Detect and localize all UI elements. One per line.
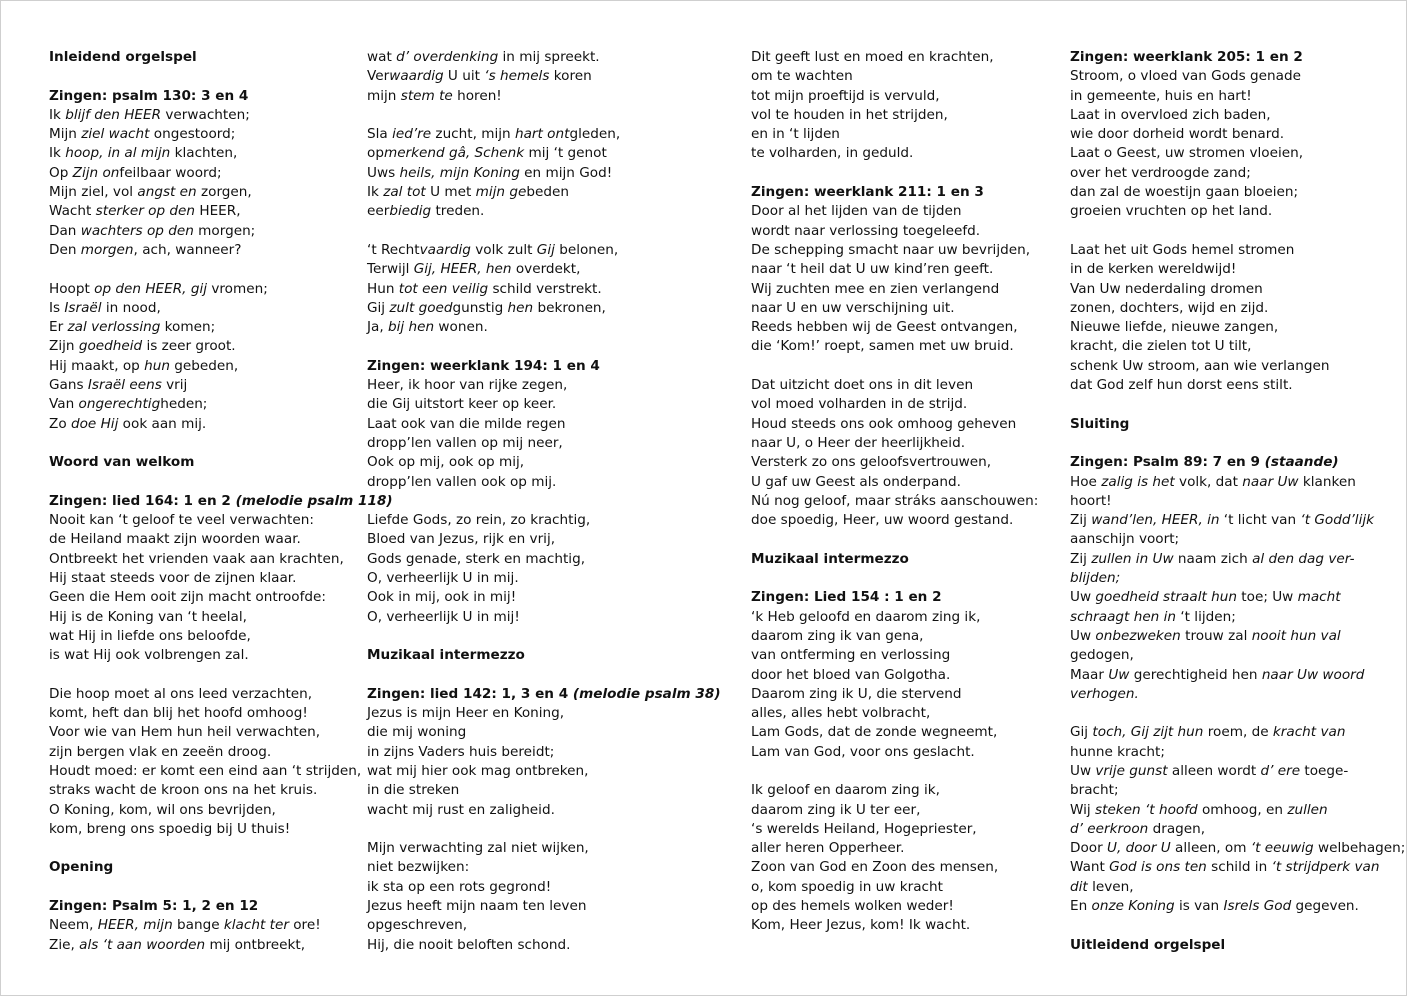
blank-line [49, 878, 349, 897]
lyric-line: Houd steeds ons ook omhoog geheven [751, 415, 1017, 432]
lyric-line: Dat uitzicht doet ons in dit leven [751, 377, 974, 394]
lyric-line: opgeschreven, [367, 917, 468, 934]
lyric-line: Versterk zo ons geloofsvertrouwen, [751, 454, 992, 471]
lyric-line: Voor wie van Hem hun heil verwachten, [49, 724, 321, 741]
lyric-line: d’ eerkroon dragen, [1070, 820, 1206, 837]
lyric-line: in de kerken wereldwijd! [1070, 261, 1237, 278]
blank-line [49, 839, 349, 858]
lyric-line: door het bloed van Golgotha. [751, 666, 951, 683]
lyric-line: wat mij hier ook mag ontbreken, [367, 762, 589, 779]
lyric-line: Stroom, o vloed van Gods genade [1070, 68, 1301, 85]
lyric-line: gedogen, [1070, 647, 1134, 664]
lyric-line: Laat ook van die milde regen [367, 415, 566, 432]
lyric-line: Zoon van God en Zoon des mensen, [751, 859, 999, 876]
lyric-line: U gaf uw Geest als onderpand. [751, 473, 961, 490]
blank-line [367, 337, 667, 356]
lyric-line: en in ‘t lijden [751, 126, 840, 143]
lyric-line: Daarom zing ik U, die stervend [751, 685, 962, 702]
lyric-line: De schepping smacht naar uw bevrijden, [751, 241, 1031, 258]
lyric-line: Nooit kan ‘t geloof te veel verwachten: [49, 512, 314, 529]
lyric-line: naar ‘t heil dat U uw kind’ren geeft. [751, 261, 994, 278]
section-heading: Muzikaal intermezzo [367, 647, 525, 664]
lyric-line: in zijns Vaders huis bereidt; [367, 743, 555, 760]
blank-line [751, 164, 1051, 183]
lyric-line: O Koning, kom, wil ons bevrijden, [49, 801, 276, 818]
lyric-line: Van Uw nederdaling dromen [1070, 280, 1263, 297]
lyric-line: Zijn goedheid is zeer groot. [49, 338, 236, 355]
lyric-line: Ook in mij, ook in mij! [367, 589, 517, 606]
blank-line [1070, 395, 1370, 414]
blank-line [49, 67, 349, 86]
lyric-line: Lam van God, voor ons geslacht. [751, 743, 975, 760]
lyric-line: Lam Gods, dat de zonde wegneemt, [751, 724, 998, 741]
lyric-line: Uw vrije gunst alleen wordt d’ ere toege- [1070, 762, 1349, 779]
blank-line [367, 820, 667, 839]
lyric-line: daarom zing ik U ter eer, [751, 801, 921, 818]
lyric-line: Jezus heeft mijn naam ten leven [367, 898, 587, 915]
lyric-line: Op Zijn onfeilbaar woord; [49, 164, 222, 181]
lyric-line: Houdt moed: er komt een eind aan ‘t strijden, [49, 762, 362, 779]
blank-line [1070, 222, 1370, 241]
lyric-line: dan zal de woestijn gaan bloeien; [1070, 184, 1299, 201]
lyric-line: Die hoop moet al ons leed verzachten, [49, 685, 313, 702]
lyric-line: hoort! [1070, 492, 1112, 509]
lyric-line: hunne kracht; [1070, 743, 1165, 760]
section-heading: Zingen: lied 164: 1 en 2 (melodie psalm 118) [49, 492, 393, 509]
lyric-line: Dan wachters op den morgen; [49, 222, 256, 239]
lyric-line: Ja, bij hen wonen. [367, 319, 488, 336]
lyric-line: op des hemels wolken weder! [751, 898, 954, 915]
blank-line [1070, 704, 1370, 723]
blank-line [49, 473, 349, 492]
text-column-2 [367, 48, 721, 955]
text-column-3 [751, 48, 1051, 936]
lyric-line: Gij toch, Gij zijt hun roem, de kracht van [1070, 724, 1346, 741]
lyric-line: Maar Uw gerechtigheid hen naar Uw woord [1070, 666, 1365, 683]
section-heading: Zingen: weerklank 194: 1 en 4 [367, 357, 600, 374]
lyric-line: groeien vruchten op het land. [1070, 203, 1273, 220]
lyric-line: Mijn verwachting zal niet wijken, [367, 840, 589, 857]
lyric-line: te volharden, in geduld. [751, 145, 914, 162]
blank-line [751, 762, 1051, 781]
lyric-line: Zij wand’len, HEER, in ‘t licht van ‘t Godd’lijk [1070, 512, 1374, 529]
lyric-line: Ik geloof en daarom zing ik, [751, 782, 940, 799]
lyric-line: Den morgen, ach, wanneer? [49, 241, 242, 258]
lyric-line: Hun tot een veilig schild verstrekt. [367, 280, 602, 297]
lyric-line: komt, heft dan blij het hoofd omhoog! [49, 705, 308, 722]
lyric-line: wacht mij rust en zaligheid. [367, 801, 555, 818]
lyric-line: Laat in overvloed zich baden, [1070, 106, 1271, 123]
lyric-line: Gods genade, sterk en machtig, [367, 550, 586, 567]
text-column-4 [1070, 48, 1406, 955]
lyric-line: over het verdroogde zand; [1070, 164, 1251, 181]
section-heading: Sluiting [1070, 415, 1130, 432]
lyric-line: schenk Uw stroom, aan wie verlangen [1070, 357, 1330, 374]
blank-line [367, 492, 667, 511]
lyric-line: Geen die Hem ooit zijn macht ontroofde: [49, 589, 326, 606]
section-heading: Muzikaal intermezzo [751, 550, 909, 567]
blank-line [49, 666, 349, 685]
lyric-line: wie door dorheid wordt benard. [1070, 126, 1285, 143]
lyric-line: niet bezwijken: [367, 859, 470, 876]
blank-line [751, 530, 1051, 549]
lyric-line: En onze Koning is van Isrels God gegeven. [1070, 898, 1359, 915]
section-heading: Zingen: psalm 130: 3 en 4 [49, 87, 249, 104]
lyric-line: Verwaardig U uit ‘s hemels koren [367, 68, 592, 85]
lyric-line: Laat o Geest, uw stromen vloeien, [1070, 145, 1304, 162]
lyric-line: wordt naar verlossing toegeleefd. [751, 222, 981, 239]
lyric-line: Bloed van Jezus, rijk en vrij, [367, 531, 556, 548]
blank-line [367, 666, 667, 685]
lyric-line: die mij woning [367, 724, 467, 741]
blank-line [751, 357, 1051, 376]
lyric-line: Zie, als ‘t aan woorden mij ontbreekt, [49, 936, 306, 953]
lyric-line: naar U, o Heer der heerlijkheid. [751, 434, 966, 451]
lyric-line: o, kom spoedig in uw kracht [751, 878, 943, 895]
lyric-line: Er zal verlossing komen; [49, 319, 216, 336]
lyric-line: Ontbreekt het vrienden vaak aan krachten, [49, 550, 344, 567]
lyric-line: wat d’ overdenking in mij spreekt. [367, 49, 600, 65]
section-heading: Zingen: weerklank 205: 1 en 2 [1070, 49, 1303, 65]
lyric-line: Mijn ziel wacht ongestoord; [49, 126, 236, 143]
lyric-line: Reeds hebben wij de Geest ontvangen, [751, 319, 1018, 336]
lyric-line: kracht, die zielen tot U tilt, [1070, 338, 1252, 355]
section-heading: Woord van welkom [49, 454, 195, 471]
lyric-line: Hoopt op den HEER, gij vromen; [49, 280, 268, 297]
lyric-line: zonen, dochters, wijd en zijd. [1070, 299, 1269, 316]
lyric-line: wat Hij in liefde ons beloofde, [49, 627, 251, 644]
lyric-line: straks wacht de kroon ons na het kruis. [49, 782, 318, 799]
section-heading: Inleidend orgelspel [49, 49, 197, 65]
blank-line [1070, 434, 1370, 453]
lyric-line: daarom zing ik van gena, [751, 627, 924, 644]
lyric-line: van ontferming en verlossing [751, 647, 951, 664]
lyric-line: tot mijn proeftijd is vervuld, [751, 87, 940, 104]
lyric-line: is wat Hij ook volbrengen zal. [49, 647, 249, 664]
lyric-line: Door al het lijden van de tijden [751, 203, 962, 220]
lyric-line: die Gij uitstort keer op keer. [367, 396, 557, 413]
lyric-line: in die streken [367, 782, 460, 799]
lyric-line: Is Israël in nood, [49, 299, 161, 316]
lyric-line: in gemeente, huis en hart! [1070, 87, 1252, 104]
lyric-line: Heer, ik hoor van rijke zegen, [367, 377, 568, 394]
lyric-line: ‘k Heb geloofd en daarom zing ik, [751, 608, 981, 625]
lyric-line: Hoe zalig is het volk, dat naar Uw klanken [1070, 473, 1356, 490]
lyric-line: Mijn ziel, vol angst en zorgen, [49, 184, 252, 201]
lyric-line: Wij zuchten mee en zien verlangend [751, 280, 1000, 297]
blank-line [367, 222, 667, 241]
lyric-line: Van ongerechtigheden; [49, 396, 208, 413]
lyric-line: eerbiedig treden. [367, 203, 485, 220]
lyric-line: Want God is ons ten schild in ‘t strijdperk van [1070, 859, 1380, 876]
lyric-line: ‘s werelds Heiland, Hogepriester, [751, 820, 977, 837]
blank-line [49, 260, 349, 279]
lyric-line: Jezus is mijn Heer en Koning, [367, 705, 565, 722]
blank-line [751, 569, 1051, 588]
lyric-line: schraagt hen in ‘t lijden; [1070, 608, 1236, 625]
lyric-line: aanschijn voort; [1070, 531, 1180, 548]
lyric-line: om te wachten [751, 68, 853, 85]
lyric-line: Neem, HEER, mijn bange klacht ter ore! [49, 917, 321, 934]
lyric-line: alles, alles hebt volbracht, [751, 705, 931, 722]
lyric-line: Uw onbezweken trouw zal nooit hun val [1070, 627, 1341, 644]
lyric-line: Ik hoop, in al mijn klachten, [49, 145, 238, 162]
lyric-line: Ik zal tot U met mijn gebeden [367, 184, 569, 201]
lyric-line: Ook op mij, ook op mij, [367, 454, 525, 471]
lyric-line: Sla ied’re zucht, mijn hart ontgleden, [367, 126, 621, 143]
lyric-line: naar U en uw verschijning uit. [751, 299, 955, 316]
lyric-line: opmerkend gâ, Schenk mij ‘t genot [367, 145, 607, 162]
section-heading: Zingen: Psalm 89: 7 en 9 (staande) [1070, 454, 1339, 471]
lyric-line: Uws heils, mijn Koning en mijn God! [367, 164, 613, 181]
lyric-line: O, verheerlijk U in mij! [367, 608, 520, 625]
lyric-line: Gans Israël eens vrij [49, 377, 188, 394]
lyric-line: mijn stem te horen! [367, 87, 502, 104]
text-column-1 [49, 48, 393, 955]
lyric-line: Nieuwe liefde, nieuwe zangen, [1070, 319, 1279, 336]
lyric-line: Nú nog geloof, maar stráks aanschouwen: [751, 492, 1039, 509]
lyric-line: dit leven, [1070, 878, 1134, 895]
lyric-line: Hij maakt, op hun gebeden, [49, 357, 239, 374]
lyric-line: dat God zelf hun dorst eens stilt. [1070, 377, 1293, 394]
lyric-line: doe spoedig, Heer, uw woord gestand. [751, 512, 1014, 529]
lyric-line: Dit geeft lust en moed en krachten, [751, 49, 994, 65]
blank-line [49, 434, 349, 453]
lyric-line: O, verheerlijk U in mij. [367, 570, 519, 587]
lyric-line: blijden; [1070, 570, 1121, 587]
lyric-line: Zo doe Hij ook aan mij. [49, 415, 207, 432]
section-heading: Zingen: Psalm 5: 1, 2 en 12 [49, 898, 259, 915]
lyric-line: Wacht sterker op den HEER, [49, 203, 241, 220]
lyric-line: vol te houden in het strijden, [751, 106, 948, 123]
lyric-line: verhogen. [1070, 685, 1139, 702]
section-heading: Opening [49, 859, 114, 876]
section-heading: Zingen: lied 142: 1, 3 en 4 (melodie psalm 38) [367, 685, 721, 702]
lyric-line: Liefde Gods, zo rein, zo krachtig, [367, 512, 591, 529]
lyric-line: Kom, Heer Jezus, kom! Ik wacht. [751, 917, 971, 934]
lyric-line: aller heren Opperheer. [751, 840, 905, 857]
lyric-line: Zij zullen in Uw naam zich al den dag ver- [1070, 550, 1355, 567]
lyric-line: vol moed volharden in de strijd. [751, 396, 968, 413]
section-heading: Zingen: weerklank 211: 1 en 3 [751, 184, 984, 201]
section-heading: Uitleidend orgelspel [1070, 936, 1226, 953]
lyric-line: ik sta op een rots gegrond! [367, 878, 552, 895]
lyric-line: die ‘Kom!’ roept, samen met uw bruid. [751, 338, 1014, 355]
lyric-line: Uw goedheid straalt hun toe; Uw macht [1070, 589, 1341, 606]
lyric-line: dropp’len vallen op mij neer, [367, 434, 563, 451]
lyric-line: Door U, door U alleen, om ‘t eeuwig welbehagen; [1070, 840, 1406, 857]
lyric-line: Terwijl Gij, HEER, hen overdekt, [367, 261, 581, 278]
section-heading: Zingen: Lied 154 : 1 en 2 [751, 589, 942, 606]
lyric-line: Laat het uit Gods hemel stromen [1070, 241, 1295, 258]
blank-line [1070, 916, 1370, 935]
lyric-line: zijn bergen vlak en zeeën droog. [49, 743, 272, 760]
blank-line [367, 627, 667, 646]
blank-line [367, 106, 667, 125]
lyric-line: Hij staat steeds voor de zijnen klaar. [49, 570, 297, 587]
lyric-line: Gij zult goedgunstig hen bekronen, [367, 299, 606, 316]
lyric-line: dropp’len vallen ook op mij. [367, 473, 557, 490]
lyric-line: kom, breng ons spoedig bij U thuis! [49, 820, 291, 837]
lyric-line: Hij is de Koning van ‘t heelal, [49, 608, 247, 625]
lyric-line: de Heiland maakt zijn woorden waar. [49, 531, 301, 548]
lyric-line: Ik blijf den HEER verwachten; [49, 106, 250, 123]
lyric-line: Hij, die nooit beloften schond. [367, 936, 571, 953]
lyric-line: Wij steken ‘t hoofd omhoog, en zullen [1070, 801, 1328, 818]
lyric-line: ‘t Rechtvaardig volk zult Gij belonen, [367, 241, 619, 258]
lyric-line: bracht; [1070, 782, 1119, 799]
